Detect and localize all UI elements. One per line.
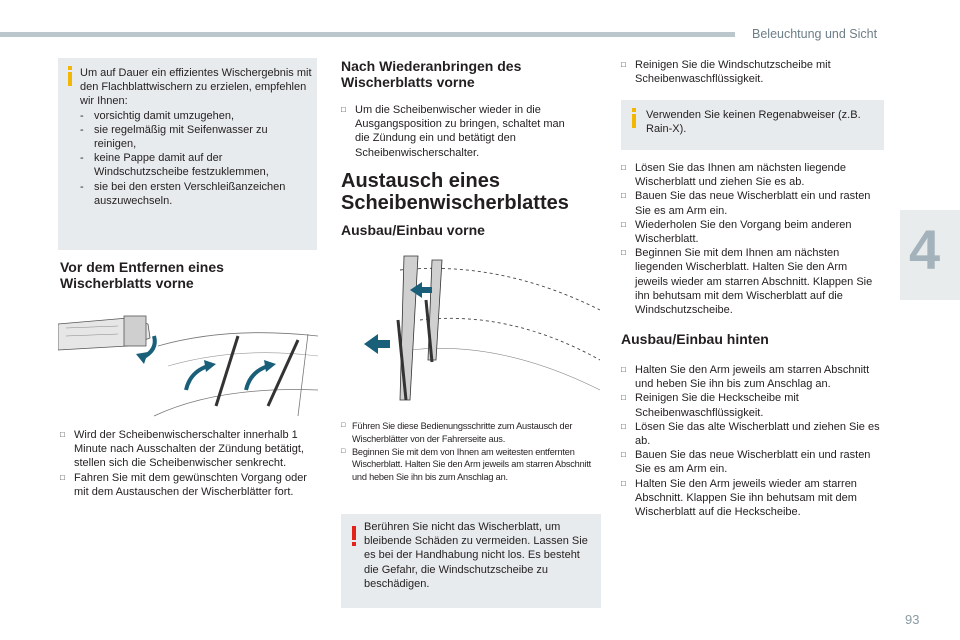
list-item: □ Reinigen Sie die Windschutzscheibe mit Scheibenwaschflüssigkeit.	[621, 59, 831, 86]
steps-after-refit	[341, 103, 581, 160]
page-number: 93	[905, 612, 920, 627]
sub-heading-front: Ausbau/Einbau vorne	[341, 222, 485, 238]
header-bar	[0, 32, 735, 37]
list-item: □ Bauen Sie das neue Wischerblatt ein und rasten Sie es am Arm ein.	[621, 449, 871, 476]
steps-before-removal	[60, 428, 318, 499]
wiper-switch-illustration	[58, 306, 318, 418]
list-item: □ Halten Sie den Arm jeweils wieder am starren Abschnitt. Klappen Sie ihn behutsam mit dem Wischerblatt auf die Heckscheibe.	[621, 477, 857, 519]
list-item: □ Beginnen Sie mit dem Ihnen am nächsten liegenden Wischerblatt. Halten Sie den Arm jeweils wieder am starren Abschnitt. Klappen Sie ihn behutsam mit dem Wischerblatt auf die Windschutzscheibe.	[621, 247, 873, 317]
steps-front	[341, 420, 603, 484]
list-item: □ Um die Scheibenwischer wieder in die Ausgangsposition zu bringen, schaltet man die Zündung ein und betätigt den Scheibenwischerschalter.	[341, 104, 565, 159]
steps-rear	[621, 363, 883, 519]
list-item: - keine Pappe damit auf der Windschutzscheibe festzuklemmen,	[80, 152, 269, 179]
list-item: □ Führen Sie diese Bedienungsschritte zum Austausch der Wischerblätter von der Fahrerseite aus.	[341, 421, 573, 444]
list-item: □ Beginnen Sie mit dem von Ihnen am weitesten entfernten Wischerblatt. Halten Sie den Arm jeweils am starren Abschnitt und heben Sie ihn bis zum Anschlag an.	[341, 446, 592, 483]
info-icon	[632, 114, 636, 128]
heading-before-removal: Vor dem Entfernen eines Wischerblatts vorne	[60, 259, 224, 291]
list-item: □ Bauen Sie das neue Wischerblatt ein und rasten Sie es am Arm ein.	[621, 190, 871, 217]
list-item: - sie regelmäßig mit Seifenwasser zu reinigen,	[80, 123, 268, 151]
info-icon	[68, 72, 72, 86]
list-item: □ Fahren Sie mit dem gewünschten Vorgang oder mit dem Austauschen der Wischerblätter fort.	[60, 471, 307, 498]
list-item: □ Lösen Sie das Ihnen am nächsten liegende Wischerblatt und ziehen Sie es ab.	[621, 162, 846, 189]
list-item: □ Reinigen Sie die Heckscheibe mit Scheibenwaschflüssigkeit.	[621, 392, 799, 419]
info-text-2: Verwenden Sie keinen Regenabweiser (z.B. Rain-X).	[646, 109, 861, 136]
list-item: □ Lösen Sie das alte Wischerblatt und ziehen Sie es ab.	[621, 420, 880, 448]
info-text	[80, 66, 312, 208]
heading-rear: Ausbau/Einbau hinten	[621, 331, 769, 347]
info-intro: Um auf Dauer ein effizientes Wischergebnis mit den Flachblattwischern zu erzielen, empfehlen wir Ihnen:	[80, 67, 312, 108]
front-wiper-illustration	[360, 250, 600, 408]
warning-text: Berühren Sie nicht das Wischerblatt, um bleibende Schäden zu vermeiden. Lassen Sie es bei der Handhabung nicht los. Es besteht die Gefahr, die Windschutzscheibe zu beschädigen.	[364, 521, 588, 590]
list-item: - vorsichtig damit umzugehen,	[80, 109, 235, 122]
steps-clean	[621, 58, 883, 86]
steps-replace-front	[621, 161, 883, 317]
list-item: □ Wiederholen Sie den Vorgang beim anderen Wischerblatt.	[621, 218, 852, 246]
list-item: - sie bei den ersten Verschleißanzeichen auszuwechseln.	[80, 180, 286, 207]
warning-icon	[352, 526, 356, 540]
heading-after-refit: Nach Wiederanbringen des Wischerblatts vorne	[341, 58, 522, 90]
list-item: □ Wird der Scheibenwischerschalter innerhalb 1 Minute nach Ausschalten der Zündung betätigt, stellen sich die Scheibenwischer senkrecht.	[60, 429, 304, 470]
section-title: Beleuchtung und Sicht	[752, 27, 878, 41]
chapter-number: 4	[909, 218, 941, 281]
main-heading: Austausch eines Scheibenwischerblattes	[341, 170, 569, 214]
list-item: □ Halten Sie den Arm jeweils am starren Abschnitt und heben Sie ihn bis zum Anschlag an.	[621, 364, 870, 391]
